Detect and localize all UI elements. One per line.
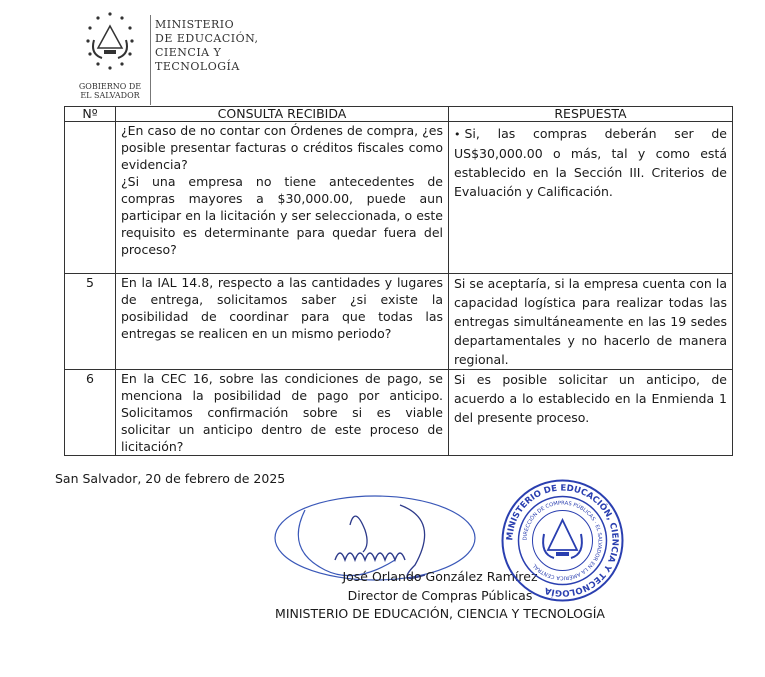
queries-table <box>64 106 733 456</box>
query-text: ¿En caso de no contar con Órdenes de compra, ¿es posible presentar facturas o créditos fiscales como evidencia? ¿Si una empresa no tiene antecedentes de compras mayores a $30,000.00, puede aun participar en la licitación y ser seleccionada, o este requisito es determinante para quedar fuera del proceso? <box>116 122 449 274</box>
answer-text: Si se aceptaría, si la empresa cuenta con la capacidad logística para realizar todas las entregas simultáneamente en las 19 sedes departamentales y no hacerlo de manera regional. <box>449 274 733 370</box>
svg-text:DIRECCIÓN DE COMPRAS PÚBLICAS <box>522 500 602 581</box>
official-stamp <box>500 478 625 603</box>
column-header-query: CONSULTA RECIBIDA <box>116 107 449 122</box>
column-header-answer: RESPUESTA <box>449 107 733 122</box>
header-divider <box>150 15 151 105</box>
row-number <box>65 122 116 274</box>
query-text: En la CEC 16, sobre las condiciones de pago, se menciona la posibilidad de pago por anticipo. Solicitamos confirmación sobre si es viable solicitar un anticipo dentro de este proceso de licitación? <box>116 370 449 456</box>
table-header-row <box>65 107 733 122</box>
answer-cell <box>449 122 733 274</box>
signer-title: Director de Compras Públicas <box>347 588 533 603</box>
answer-text: Si, las compras deberán ser de US$30,000.00 o más, tal y como está establecido en la Sección III. Criterios de Evaluación y Calificación. <box>454 126 727 199</box>
government-label: GOBIERNO DE EL SALVADOR <box>78 82 142 100</box>
row-number: 5 <box>65 274 116 370</box>
ministry-name: MINISTERIO DE EDUCACIÓN, CIENCIA Y TECNOLOGÍA <box>155 18 259 73</box>
row-number: 6 <box>65 370 116 456</box>
signer-name: José Orlando González Ramírez <box>342 569 538 584</box>
answer-text: Si es posible solicitar un anticipo, de acuerdo a lo establecido en la Enmienda 1 del presente proceso. <box>449 370 733 456</box>
query-text: En la IAL 14.8, respecto a las cantidades y lugares de entrega, solicitamos saber ¿si existe la posibilidad de coordinar para que todas las entregas se realicen en un mismo periodo? <box>116 274 449 370</box>
stamp-inner-text: DIRECCIÓN DE COMPRAS PÚBLICAS · EL SALVADOR EN LA AMÉRICA CENTRAL <box>522 500 603 581</box>
stamp-text: MINISTERIO DE EDUCACIÓN, CIENCIA Y TECNOLOGÍA <box>505 483 620 598</box>
table-row <box>65 370 733 456</box>
bullet-icon <box>454 126 465 141</box>
signer-organization: MINISTERIO DE EDUCACIÓN, CIENCIA Y TECNOLOGÍA <box>275 606 605 621</box>
column-header-no: Nº <box>65 107 116 122</box>
national-seal-icon <box>80 10 140 80</box>
table-row <box>65 274 733 370</box>
letterhead <box>70 10 290 105</box>
place-date: San Salvador, 20 de febrero de 2025 <box>55 471 286 486</box>
table-row <box>65 122 733 274</box>
